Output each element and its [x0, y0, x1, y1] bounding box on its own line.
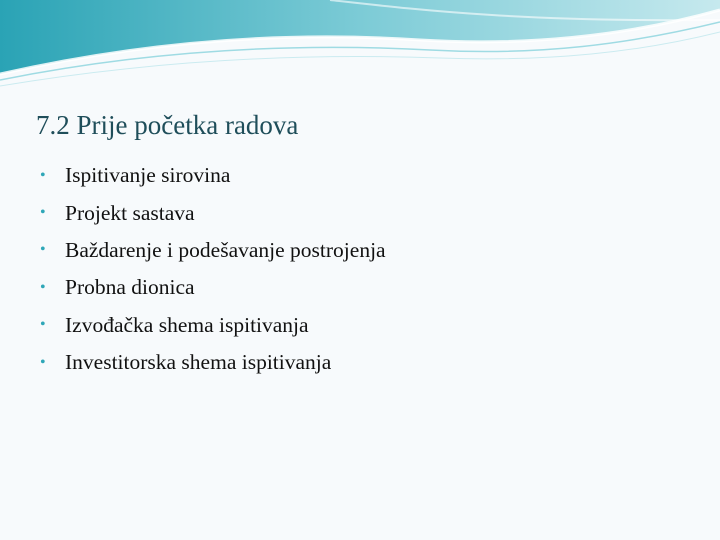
- slide-title: 7.2 Prije početka radova: [36, 110, 299, 140]
- bullet-icon: •: [40, 166, 46, 184]
- bullet-item: [40, 194, 386, 231]
- bullet-text: Izvođačka shema ispitivanja: [65, 312, 309, 337]
- bullet-item: [40, 344, 386, 381]
- bullet-icon: •: [40, 316, 46, 334]
- bullet-icon: •: [40, 204, 46, 222]
- bullet-icon: •: [40, 353, 46, 371]
- bullet-text: Probna dionica: [65, 275, 195, 300]
- bullet-icon: •: [40, 241, 46, 259]
- bullet-icon: •: [40, 278, 46, 296]
- bullet-item: [40, 232, 386, 269]
- bullet-text: Projekt sastava: [65, 200, 195, 225]
- bullet-item: [40, 157, 386, 194]
- decorative-header-wave: [0, 0, 720, 110]
- bullet-list: [40, 157, 386, 381]
- bullet-item: [40, 269, 386, 306]
- bullet-item: [40, 307, 386, 344]
- bullet-text: Ispitivanje sirovina: [65, 163, 231, 188]
- bullet-text: Baždarenje i podešavanje postrojenja: [65, 237, 386, 262]
- bullet-text: Investitorska shema ispitivanja: [65, 350, 332, 375]
